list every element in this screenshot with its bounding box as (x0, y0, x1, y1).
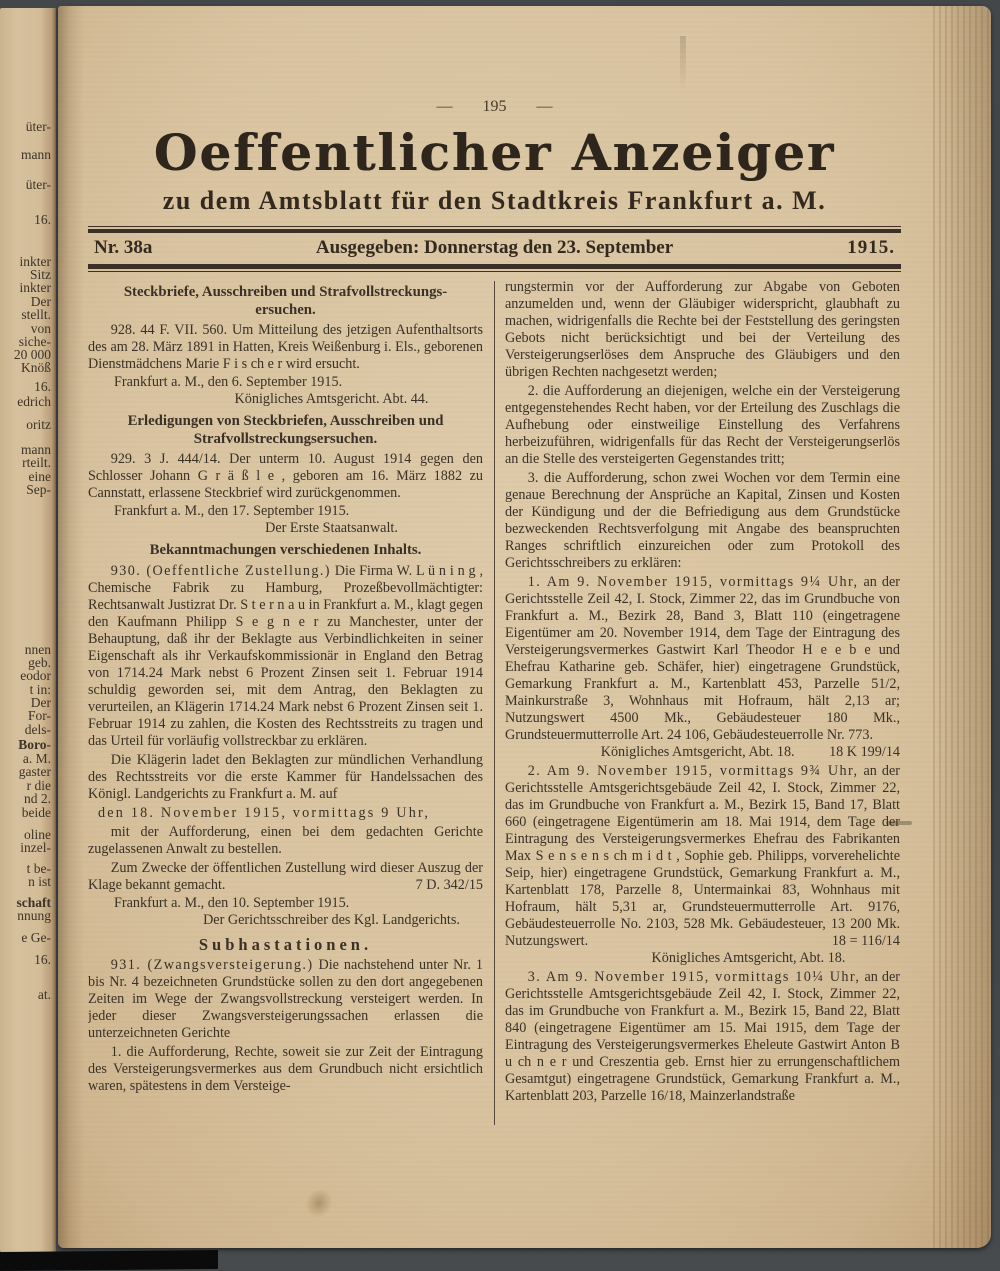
auction-3: 3. Am 9. November 1915, vormittags 10¼ Uhr, an der Gerichtsstelle Amtsgerichtsgebäude Zeil 42, I. Stock, Zimmer 22, das im Grundbuche von Frankfurt a. M., Bezirk 15, Band 22, Blatt 840 (eingetragene Eigentümer am 15. Mai 1915, dem Tage der Eintragung des Versteigerungsvermerkes Eheleute Gastwirt Anton B u ch n e r und Creszentia geb. Ernst hier zu errungenschaftlichem Gesamtgut) eingetragene Grundstück, Gemarkung Frankfurt a. M., Kartenblatt 203, Parzelle 16/18, Mainzerlandstraße (505, 969, 900, 1104)
margin-text-fragment: geb. (28, 655, 51, 670)
heading-bekanntmachungen: Bekanntmachungen verschiedenen Inhalts. (149, 542, 422, 558)
margin-text-fragment: beide (21, 805, 51, 820)
publication-date: Ausgegeben: Donnerstag den 23. September (315, 237, 674, 258)
previous-page-edge (0, 8, 56, 1254)
signature-930: Der Gerichtsschreiber des Kgl. Landgerichts. (203, 911, 460, 928)
notice-930-continuation: Die Klägerin ladet den Beklagten zur mündlichen Verhandlung des Rechtsstreits vor die erste Kammer für Handelssachen des Königl. Landgerichts zu Frankfurt a. M. auf (88, 751, 483, 802)
notice-931-item3: 3. die Aufforderung, schon zwei Wochen vor dem Termin eine genaue Berechnung der Ansprüche an Kapital, Zinsen und Kosten der Kündigung und der die Befriedigung aus dem Grundstücke bezweckenden Rechtsverfolgung mit Angabe des beanspruchten Ranges schriftlich einzureichen oder zum Protokoll des Gerichtsschreibers zu erklären: (505, 470, 900, 571)
page-number: — 195 — (436, 98, 553, 115)
case-reference: 18 = 116/14 (831, 933, 900, 949)
heading-subhastationen: Subhastationen. (198, 934, 373, 954)
issue-row (88, 233, 901, 264)
notice-931-item2: 2. die Aufforderung an diejenigen, welche ein der Versteigerung entgegenstehendes Recht haben, vor der Erteilung des Zuschlags die Aufhebung oder einstweilige Einstellung des Verfahrens herbeizuführen, widrigenfalls für das Recht der Versteigerungserlös an die Stelle des versteigerten Gegenstandes tritt; (505, 383, 900, 467)
margin-text-fragment: üter- (25, 119, 51, 134)
margin-text-fragment: For- (28, 708, 51, 723)
margin-text-fragment: Boro- (18, 737, 51, 752)
spaced-lead-text: 930. (Oeffentliche Zustellung.) (110, 562, 331, 579)
notice-930-instruction: mit der Aufforderung, einen bei dem gedachten Gerichte zugelassenen Anwalt zu bestellen. (88, 823, 483, 857)
page-columns (88, 279, 901, 1131)
signature-929: Der Erste Staatsanwalt. (265, 520, 398, 536)
margin-text-fragment: 16. (34, 379, 51, 394)
spaced-lead-text: 931. (Zwangsversteigerung.) (110, 956, 314, 973)
margin-text-fragment: nnen (24, 642, 51, 657)
margin-text-fragment: eodor (20, 668, 51, 683)
notice-931-item1-continuation: rungstermin vor der Aufforderung zur Abgabe von Geboten anzumelden und, wenn der Gläubiger widerspricht, glaubhaft zu machen, widrigenfalls die Rechte bei der Feststellung des geringsten Gebots nicht berücksichtigt und bei der Verteilung des Versteigerungserlöses dem Anspruche des Gläubigers und den übrigen Rechten nachgesetzt werden; (505, 279, 900, 380)
margin-text-fragment: 20 000 (13, 347, 51, 362)
margin-text-fragment: oritz (26, 417, 51, 432)
margin-text-fragment: siche- (18, 334, 51, 349)
margin-text-fragment: t in: (29, 682, 51, 697)
auction-1: 1. Am 9. November 1915, vormittags 9¼ Uhr, an der Gerichtsstelle Zeil 42, I. Stock, Zimmer 22, das im Grundbuche von Frankfurt a. M., Bezirk 28, Band 3, Blatt 110 (eingetragene Eigentümer am 20. November 1914, dem Tage der Eintragung des Versteigerungsvermerkes Gastwirt Karl Theodor H e e b e und Ehefrau Katharine geb. Schäfer, hier) eingetragene Grundstück, Gemarkung Frankfurt a. M., Kartenblatt 453, Parzelle 51/2, Mainkurstraße 3, Wohnhaus mit Hofraum, hält 2,13 ar; Nutzungswert 4500 Mk., Gebäudesteuer 180 Mk., Grundsteuermutterrolle Art. 24 106, Gebäudesteuerrolle Nr. 773. 18 K 199/14 (505, 574, 900, 760)
heading-erledigungen: Erledigungen von Steckbriefen, Ausschreiben und Strafvollstreckungsersuchen. (127, 413, 444, 447)
margin-text-fragment: oline (24, 827, 51, 842)
margin-text-fragment: inkter (19, 254, 51, 269)
margin-text-fragment: Der (30, 294, 51, 309)
notice-930: 930. (Oeffentliche Zustellung.) Die Firma W. L ü n i n g , Chemische Fabrik zu Hamburg, Prozeßbevollmächtigter: Rechtsanwalt Justizrat Dr. S t e r n a u in Frankfurt a. M., klagt gegen den Kaufmann Philipp S e g n e r zu Manchester, unter der Behauptung, daß ihr der Beklagte aus Verbindlichkeiten in seiner Eigenschaft als ihr Verkaufskommissionär in England den Betrag von 1714.24 Mark nebst 6 Prozent Zinsen seit 1. Februar 1914 schuldig geworden sei, mit dem Antrag, den Beklagten zu verurteilen, an Klägerin 1714.24 Mark nebst 6 Prozent Zinsen seit 1. Februar 1914 zu zahlen, die Kosten des Rechtsstreits zu tragen und das Urteil für vorläufig vollstreckbar zu erklären. (88, 562, 483, 749)
signature-auction-2: Königliches Amtsgericht, Abt. 18. (651, 950, 846, 966)
margin-text-fragment: eine (28, 469, 51, 484)
notice-931: 931. (Zwangsversteigerung.) Die nachstehend unter Nr. 1 bis Nr. 4 bezeichneten Grundstücke sollen zu den dort angegebenen Zeiten im Wege der Zwangsvollstreckung versteigert werden. In jeder dieser Zwangsversteigerungssachen erlassen die unterzeichneten Gerichte (88, 956, 483, 1041)
margin-text-fragment: e Ge- (21, 930, 51, 945)
paper-stain (300, 1184, 337, 1223)
margin-text-fragment: nnung (17, 908, 51, 923)
margin-text-fragment: Der (30, 695, 51, 710)
signature-auction-1: Königliches Amtsgericht, Abt. 18. (600, 744, 795, 760)
margin-text-fragment: schaft (16, 895, 51, 910)
case-reference: 7 D. 342/15 (415, 876, 483, 893)
notice-930-closing: Zum Zwecke der öffentlichen Zustellung wird dieser Auszug der Klage bekannt gemacht. 7 D. 342/15 (88, 859, 483, 893)
margin-text-fragment: inzel- (20, 840, 51, 855)
notice-931-item1: 1. die Aufforderung, Rechte, soweit sie zur Zeit der Eintragung des Versteigerungsvermerkes aus dem Grundbuch nicht ersichtlich waren, spätestens in dem Versteige- (88, 1043, 483, 1094)
margin-text-fragment: inkter (19, 280, 51, 295)
newspaper-subtitle: zu dem Amtsblatt für den Stadtkreis Frankfurt a. M. (162, 186, 827, 215)
margin-text-fragment: Sitz (29, 267, 51, 282)
case-reference: 18 K 199/14 (829, 744, 900, 760)
notice-929: 929. 3 J. 444/14. Der unterm 10. August 1914 gegen den Schlosser Johann G r ä ß l e , geboren am 16. März 1882 zu Cannstatt, erlassene Steckbrief wird zurückgenommen. (88, 451, 483, 501)
margin-text-fragment: edrich (17, 394, 51, 409)
margin-text-fragment: mann (21, 147, 51, 162)
publication-year: 1915. (847, 237, 895, 258)
page-content (88, 6, 901, 1131)
margin-text-fragment: 16. (34, 952, 51, 967)
book-cover-corner (0, 1250, 218, 1271)
left-column (88, 279, 483, 1131)
margin-text-fragment: Knöß (21, 360, 51, 375)
spaced-lead-text: 1. Am 9. November 1915, vormittags 9¼ Uhr, (527, 574, 859, 590)
margin-text-fragment: a. M. (22, 751, 51, 766)
hearing-date-930: den 18. November 1915, vormittags 9 Uhr, (98, 804, 431, 821)
margin-text-fragment: stellt. (21, 307, 51, 322)
header-rule-bottom (88, 264, 901, 272)
signature-928: Königliches Amtsgericht. Abt. 44. (234, 391, 429, 407)
notice-928: 928. 44 F. VII. 560. Um Mitteilung des jetzigen Aufenthaltsorts des am 28. März 1891 in Hatten, Kreis Weißenburg i. Els., geborenen Dienstmädchens Marie F i s ch e r wird ersucht. (88, 322, 483, 372)
dateline-929: Frankfurt a. M., den 17. September 1915. (114, 503, 350, 519)
margin-text-fragment: nd 2. (24, 791, 51, 806)
heading-steckbriefe: Steckbriefe, Ausschreiben und Strafvollstreckungs- ersuchen. (123, 284, 448, 318)
margin-text-fragment: üter- (25, 177, 51, 192)
margin-text-fragment: rteilt. (22, 455, 51, 470)
margin-text-fragment: Sep- (26, 482, 51, 497)
page-gutter-shadow (58, 6, 84, 1248)
page-fore-edge (933, 6, 991, 1248)
margin-text-fragment: at. (37, 987, 51, 1002)
issue-number: Nr. 38a (94, 237, 153, 258)
right-column (505, 279, 900, 1131)
newspaper-page (58, 6, 991, 1248)
margin-text-fragment: dels- (24, 722, 51, 737)
header-rule-top (88, 226, 901, 233)
margin-text-fragment: gaster (18, 764, 51, 779)
margin-text-fragment: t be- (26, 861, 51, 876)
column-divider (494, 281, 495, 1125)
spaced-lead-text: 3. Am 9. November 1915, vormittags 10¼ Uhr, (527, 969, 861, 985)
newspaper-title: Oeffentlicher Anzeiger (153, 123, 836, 182)
margin-text-fragment: mann (21, 442, 51, 457)
margin-text-fragment: 16. (34, 212, 51, 227)
margin-text-fragment: von (30, 321, 51, 336)
auction-2: 2. Am 9. November 1915, vormittags 9¾ Uhr, an der Gerichtsstelle Amtsgerichtsgebäude Zeil 42, I. Stock, Zimmer 22, das im Grundbuche von Frankfurt a. M., Bezirk 15, Band 17, Blatt 660 (eingetragene Eigentümerin am 18. Mai 1914, dem Tage der Eintragung des Versteigerungsvermerkes Ehefrau des Fabrikanten Max S e n s e n s ch m i d t , Sophie geb. Philipps, vorverehelichte Seip, hier) eingetragene Grundstück, Gemarkung Frankfurt a. M., Kartenblatt 178, Parzelle 8, Untermainkai 83, Wohnhaus mit Hofraum, hält 5,31 ar, Grundsteuermutterrolle Art. 9176, Gebäudesteuerrolle No. 2103, 528 Mk. Gebäudesteuer, 13 200 Mk. Nutzungswert. 18 = 116/14 (505, 763, 900, 949)
margin-text-fragment: r die (26, 778, 51, 793)
dateline-928: Frankfurt a. M., den 6. September 1915. (114, 374, 343, 390)
dateline-930: Frankfurt a. M., den 10. September 1915. (114, 894, 350, 911)
margin-text-fragment: n ist (28, 874, 51, 889)
spaced-lead-text: 2. Am 9. November 1915, vormittags 9¾ Uhr, (527, 763, 859, 779)
